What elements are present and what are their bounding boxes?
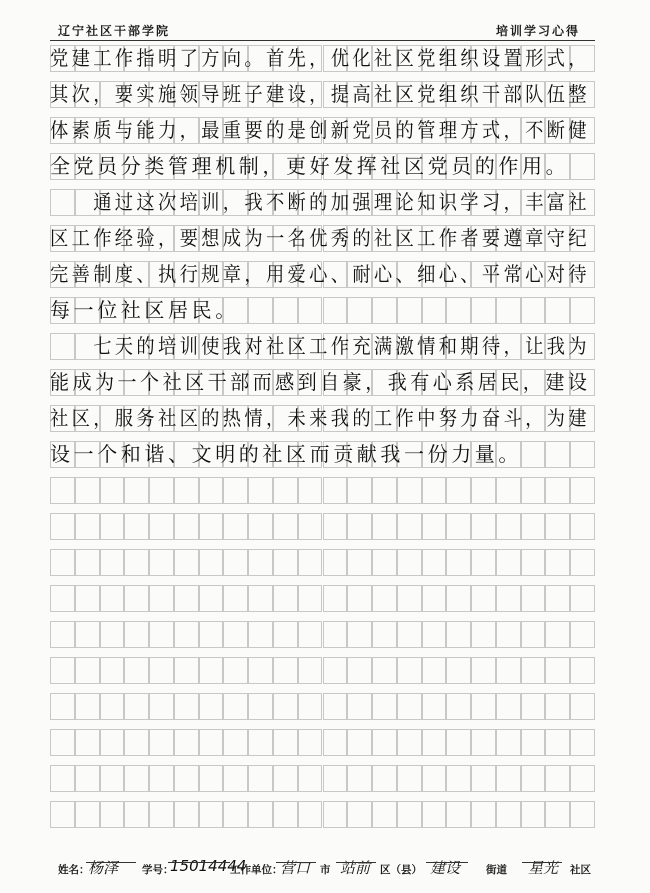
text-line-6: 区工作经验，要想成为一名优秀的社区工作者要遵章守纪 <box>50 226 590 250</box>
id-underline <box>168 862 230 863</box>
student-id-value: 15014444 <box>170 857 247 875</box>
text-line-11: 社区，服务社区的热情，未来我的工作中努力奋斗，为建 <box>50 406 590 430</box>
street-value: 建设 <box>430 859 461 877</box>
district-label: 区（县） <box>380 864 422 876</box>
name-label: 姓名： <box>58 864 90 876</box>
work-unit-label: 工作单位： <box>230 864 283 876</box>
text-line-2: 其次，要实施领导班子建设，提高社区党组织干部队伍整 <box>50 82 590 106</box>
text-line-1: 党建工作指明了方向。首先，优化社区党组织设置形式， <box>50 46 590 70</box>
city-label: 市 <box>320 864 331 876</box>
community-value: 星光 <box>528 859 559 877</box>
student-id-label: 学号： <box>142 864 174 876</box>
community-label: 社区 <box>570 864 591 876</box>
text-line-10: 能成为一个社区干部而感到自豪，我有心系居民，建设 <box>50 370 591 394</box>
text-line-7: 完善制度、执行规章，用爱心、耐心、细心、平常心对待 <box>50 262 590 286</box>
text-line-4: 全党员分类管理机制，更好发挥社区党员的作用。 <box>50 154 570 178</box>
text-line-3: 体素质与能力，最重要的是创新党员的管理方式，不断健 <box>50 118 590 142</box>
document-title: 培训学习心得 <box>495 24 580 38</box>
text-line-9: 七天的培训使我对社区工作充满激情和期待，让我为 <box>50 334 590 358</box>
handwritten-text <box>50 45 595 855</box>
name-value: 杨泽 <box>88 859 119 877</box>
street-underline <box>426 862 468 863</box>
name-underline <box>86 862 136 863</box>
district-underline <box>336 862 376 863</box>
student-info-footer <box>58 858 618 880</box>
text-line-12: 设一个和谐、文明的社区而贡献我一份力量。 <box>50 442 522 466</box>
institution-name: 辽宁社区干部学院 <box>58 24 171 38</box>
street-label: 街道 <box>486 864 507 876</box>
district-value: 站前 <box>340 859 371 877</box>
city-underline <box>276 862 316 863</box>
community-underline <box>522 862 562 863</box>
text-line-8: 每一位社区居民。 <box>50 298 239 322</box>
text-line-5: 通过这次培训，我不断的加强理论知识学习，丰富社 <box>50 190 590 214</box>
header-rule <box>50 40 595 41</box>
city-value: 营口 <box>280 859 311 877</box>
